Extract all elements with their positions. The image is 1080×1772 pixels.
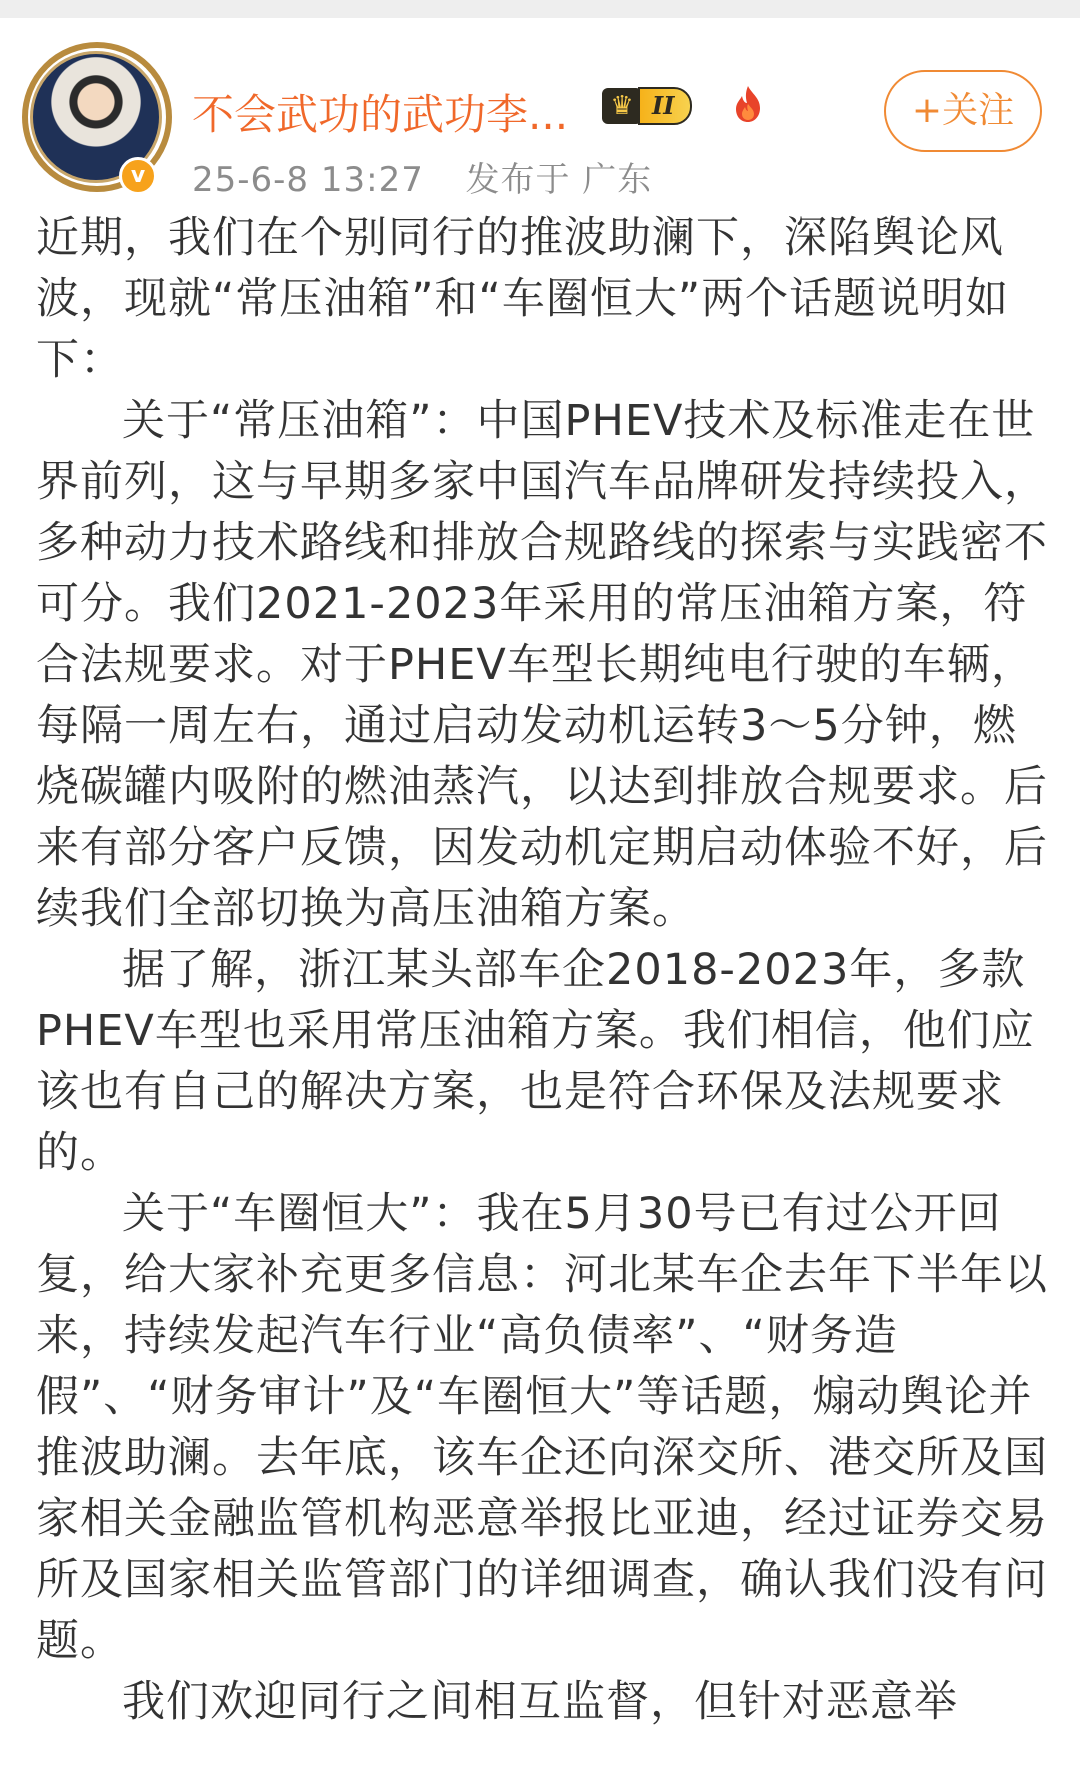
- post-content: [36, 208, 1048, 1733]
- paragraph-5: 我们欢迎同行之间相互监督，但针对恶意举: [122, 1677, 958, 1727]
- post-timestamp: 25-6-8 13:27: [192, 160, 424, 200]
- paragraph-1: 近期，我们在个别同行的推波助澜下，深陷舆论风波，现就“常压油箱”和“车圈恒大”两个话题说明如下：: [36, 213, 1010, 385]
- author-name[interactable]: 不会武功的武功李...: [192, 90, 569, 139]
- post-location: 发布于 广东: [465, 160, 653, 200]
- fire-icon[interactable]: [730, 84, 766, 133]
- top-strip: [0, 0, 1080, 18]
- paragraph-4: 关于“车圈恒大”：我在5月30号已有过公开回复，给大家补充更多信息：河北某车企去年下半年以来，持续发起汽车行业“高负债率”、“财务造假”、“财务审计”及“车圈恒大”等话题，煽动舆论并推波助澜。去年底，该车企还向深交所、港交所及国家相关金融监管机构恶意举报比亚迪，经过证券交易所及国家相关监管部门的详细调查，确认我们没有问题。: [36, 1189, 1048, 1666]
- post-meta: [192, 152, 652, 201]
- level-badge[interactable]: [602, 84, 692, 128]
- verified-badge-icon: v: [119, 157, 157, 195]
- level-label: II: [638, 87, 692, 125]
- post-header: [0, 18, 1080, 200]
- crown-icon: ♛: [602, 88, 642, 124]
- paragraph-3: 据了解，浙江某头部车企2018-2023年，多款PHEV车型也采用常压油箱方案。我们相信，他们应该也有自己的解决方案，也是符合环保及法规要求的。: [36, 945, 1035, 1178]
- follow-button[interactable]: +关注: [884, 70, 1042, 152]
- paragraph-2: 关于“常压油箱”：中国PHEV技术及标准走在世界前列，这与早期多家中国汽车品牌研发持续投入，多种动力技术路线和排放合规路线的探索与实践密不可分。我们2021-2023年采用的常压油箱方案，符合法规要求。对于PHEV车型长期纯电行驶的车辆，每隔一周左右，通过启动发动机运转3～5分钟，燃烧碳罐内吸附的燃油蒸汽，以达到排放合规要求。后来有部分客户反馈，因发动机定期启动体验不好，后续我们全部切换为高压油箱方案。: [36, 396, 1048, 934]
